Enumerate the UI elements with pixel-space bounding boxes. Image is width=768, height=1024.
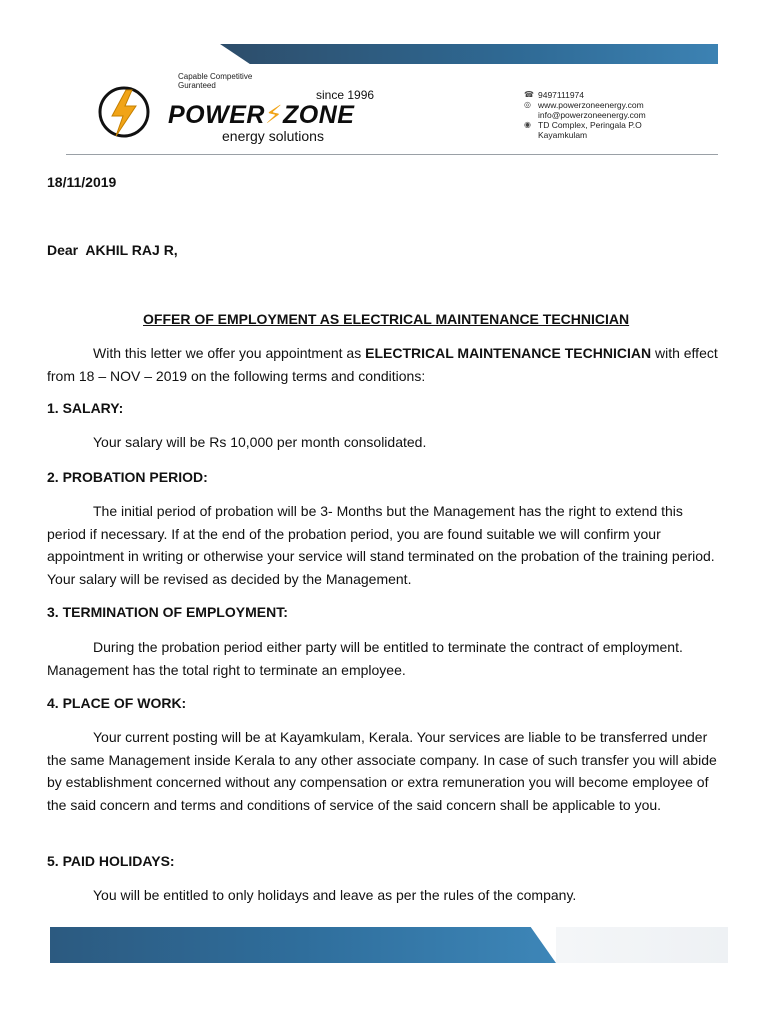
phone-icon: ☎: [524, 90, 534, 99]
intro-paragraph: With this letter we offer you appointment as ELECTRICAL MAINTENANCE TECHNICIAN with effect from 18 – NOV – 2019 on the following terms and conditions:: [47, 345, 718, 384]
section-body-termination: During the probation period either party will be entitled to terminate the contract of employment. Management has the total right to terminate an employee.: [47, 639, 683, 678]
header-accent-band: [220, 44, 718, 64]
footer-accent-band: [50, 927, 556, 963]
address-line-1: TD Complex, Peringala P.O: [538, 120, 642, 130]
section-body-place-of-work: Your current posting will be at Kayamkulam, Kerala. Your services are liable to be transferred under the same Management inside Kerala to any other associate company. In case of such transfer you will abide by establishment concerned without any compensation or extra remuneration you will become employee of the said concern and terms and conditions of service of the said concern shall be applicable to you.: [47, 729, 717, 813]
company-tagline: [178, 72, 252, 90]
header-divider: [66, 154, 718, 155]
section-body-salary: Your salary will be Rs 10,000 per month consolidated.: [93, 434, 427, 450]
contact-web: [524, 100, 646, 120]
tagline-line-2: Guranteed: [178, 81, 216, 90]
section-body-paid-holidays: You will be entitled to only holidays and leave as per the rules of the company.: [93, 887, 577, 903]
brand-bolt-icon: ⚡: [264, 101, 284, 129]
website-text: www.powerzoneenergy.com: [538, 100, 644, 110]
location-pin-icon: ◉: [524, 120, 531, 129]
contact-phone: [524, 90, 646, 100]
bolt-logo-icon: [98, 84, 168, 154]
since-year: since 1996: [316, 88, 375, 102]
brand-name: [168, 100, 354, 130]
brand-name-right: ZONE: [283, 101, 355, 129]
globe-icon: ◎: [524, 100, 531, 109]
tagline-line-1: Capable Competitive: [178, 72, 253, 81]
section-heading-paid-holidays: 5. PAID HOLIDAYS:: [47, 853, 175, 869]
section-body-probation: The initial period of probation will be 3- Months but the Management has the right to extend this period if necessary. If at the end of the probation period, you are found suitable we will confirm your appointment in writing or otherwise your service will stand terminated on the probation of the training period. Your salary will be revised as decided by the Management.: [47, 503, 715, 587]
brand-name-left: POWER: [168, 101, 265, 129]
section-heading-termination: 3. TERMINATION OF EMPLOYMENT:: [47, 604, 288, 620]
address-line-2: Kayamkulam: [538, 130, 588, 140]
letter-date: 18/11/2019: [47, 174, 117, 190]
contact-address: [524, 120, 646, 140]
letter-subject: OFFER OF EMPLOYMENT AS ELECTRICAL MAINTENANCE TECHNICIAN: [143, 311, 630, 327]
phone-text: 9497111974: [538, 90, 585, 100]
email-text: info@powerzoneenergy.com: [538, 110, 646, 120]
section-heading-probation: 2. PROBATION PERIOD:: [47, 469, 208, 485]
footer-fade: [556, 927, 728, 963]
contact-block: [524, 90, 646, 140]
letter-salutation: Dear AKHIL RAJ R,: [47, 242, 178, 258]
section-heading-salary: 1. SALARY:: [47, 400, 124, 416]
section-heading-place-of-work: 4. PLACE OF WORK:: [47, 695, 187, 711]
job-title: ELECTRICAL MAINTENANCE TECHNICIAN: [365, 345, 652, 361]
brand-subtitle: energy solutions: [222, 128, 324, 144]
